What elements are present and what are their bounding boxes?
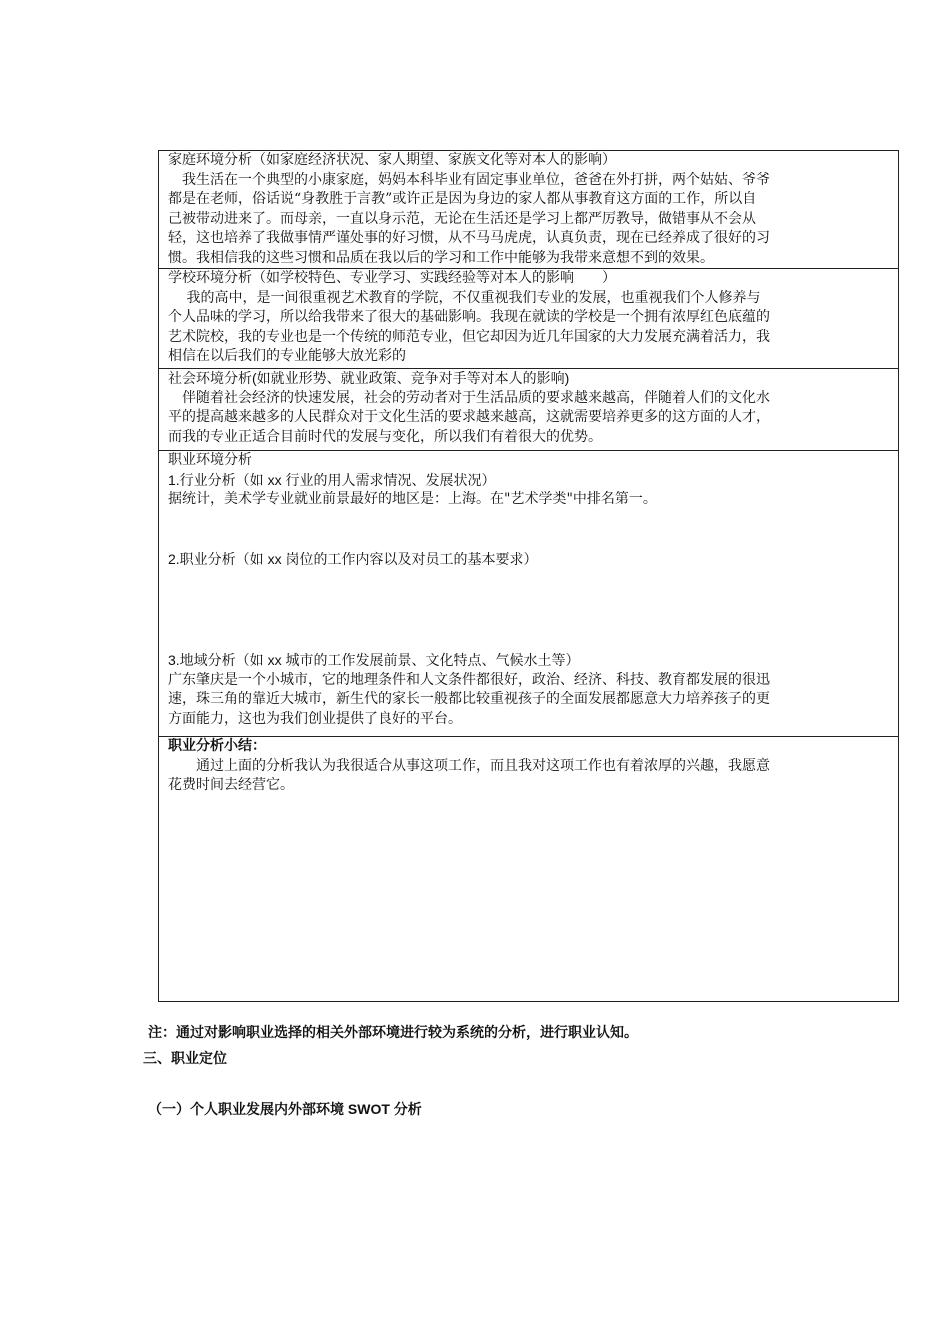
society-environment-cell [158, 368, 899, 451]
family-line: 己被带动进来了。而母亲，一直以身示范，无论在生活还是学习上都严厉教导，做错事从不会从 [168, 210, 756, 227]
school-line: 我的高中，是一间很重视艺术教育的学院，不仅重视我们专业的发展，也重视我们个人修养与 [168, 289, 761, 306]
family-environment-cell [158, 150, 899, 269]
family-line: 轻，这也培养了我做事情严谨处事的好习惯，从不马马虎虎，认真负责，现在已经养成了很好的习 [168, 230, 770, 246]
summary-line: 花费时间去经营它。 [168, 777, 294, 793]
school-line: 相信在以后我们的专业能够大放光彩的 [168, 348, 406, 364]
school-environment-heading: 学校环境分析（如学校特色、专业学习、实践经验等对本人的影响 ） [168, 270, 616, 286]
society-line: 而我的专业正适合目前时代的发展与变化，所以我们有着很大的优势。 [168, 428, 602, 445]
table-footnote: 注：通过对影响职业选择的相关外部环境进行较为系统的分析，进行职业认知。 [148, 1025, 638, 1041]
industry-analysis-heading: 1.行业分析（如 xx 行业的用人需求情况、发展状况） [168, 471, 496, 488]
society-line: 平的提高越来越多的人民群众对于文化生活的要求越来越高，这就需要培养更多的这方面的人才， [168, 409, 770, 425]
society-line: 伴随着社会经济的快速发展，社会的劳动者对于生活品质的要求越来越高，伴随着人们的文化水 [168, 389, 770, 406]
school-environment-cell [158, 268, 899, 369]
career-summary-cell [158, 736, 899, 1002]
job-analysis-blank [168, 569, 890, 651]
career-environment-heading: 职业环境分析 [168, 452, 252, 468]
family-environment-text [168, 171, 890, 269]
family-line: 惯。我相信我的这些习惯和品质在我以后的学习和工作中能够为我带来意想不到的效果。 [168, 249, 714, 266]
region-analysis-text [168, 671, 890, 730]
region-analysis-heading: 3.地域分析（如 xx 城市的工作发展前景、文化特点、气候水土等） [168, 652, 580, 668]
industry-analysis-text: 据统计，美术学专业就业前景最好的地区是：上海。在"艺术学类"中排名第一。 [168, 491, 657, 507]
industry-analysis-blank [168, 510, 890, 550]
job-analysis-heading: 2.职业分析（如 xx 岗位的工作内容以及对员工的基本要求） [168, 550, 538, 567]
family-line: 都是在老师，俗话说“身教胜于言教”或许正是因为身边的家人都从事教育这方面的工作，所以自 [168, 191, 757, 207]
society-environment-text [168, 389, 890, 448]
region-line: 方面能力，这也为我们创业提供了良好的平台。 [168, 710, 462, 727]
career-summary-heading: 职业分析小结： [168, 738, 266, 754]
region-line: 广东肇庆是一个小城市，它的地理条件和人文条件都很好，政治、经济、科技、教育都发展的很迅 [168, 671, 770, 688]
subsection-title: （一）个人职业发展内外部环境 SWOT 分析 [148, 1101, 422, 1117]
summary-line: 通过上面的分析我认为我很适合从事这项工作，而且我对这项工作也有着浓厚的兴趣，我愿意 [168, 757, 770, 774]
section-title: 三、职业定位 [143, 1051, 227, 1067]
family-line: 我生活在一个典型的小康家庭，妈妈本科毕业有固定事业单位，爸爸在外打拼，两个姑姑、爷爷 [168, 171, 770, 188]
career-environment-cell [158, 450, 899, 737]
career-summary-text [168, 757, 890, 796]
region-line: 速，珠三角的靠近大城市，新生代的家长一般都比较重视孩子的全面发展都愿意大力培养孩子的更 [168, 691, 770, 707]
society-environment-heading: 社会环境分析(如就业形势、就业政策、竞争对手等对本人的影响) [168, 370, 570, 386]
school-line: 个人品味的学习，所以给我带来了很大的基础影响。我现在就读的学校是一个拥有浓厚红色底蕴的 [168, 309, 770, 325]
school-environment-text [168, 289, 890, 367]
school-line: 艺术院校，我的专业也是一个传统的师范专业，但它却因为近几年国家的大力发展充满着活力，我 [168, 328, 770, 345]
family-environment-heading: 家庭环境分析（如家庭经济状况、家人期望、家族文化等对本人的影响） [168, 152, 616, 168]
